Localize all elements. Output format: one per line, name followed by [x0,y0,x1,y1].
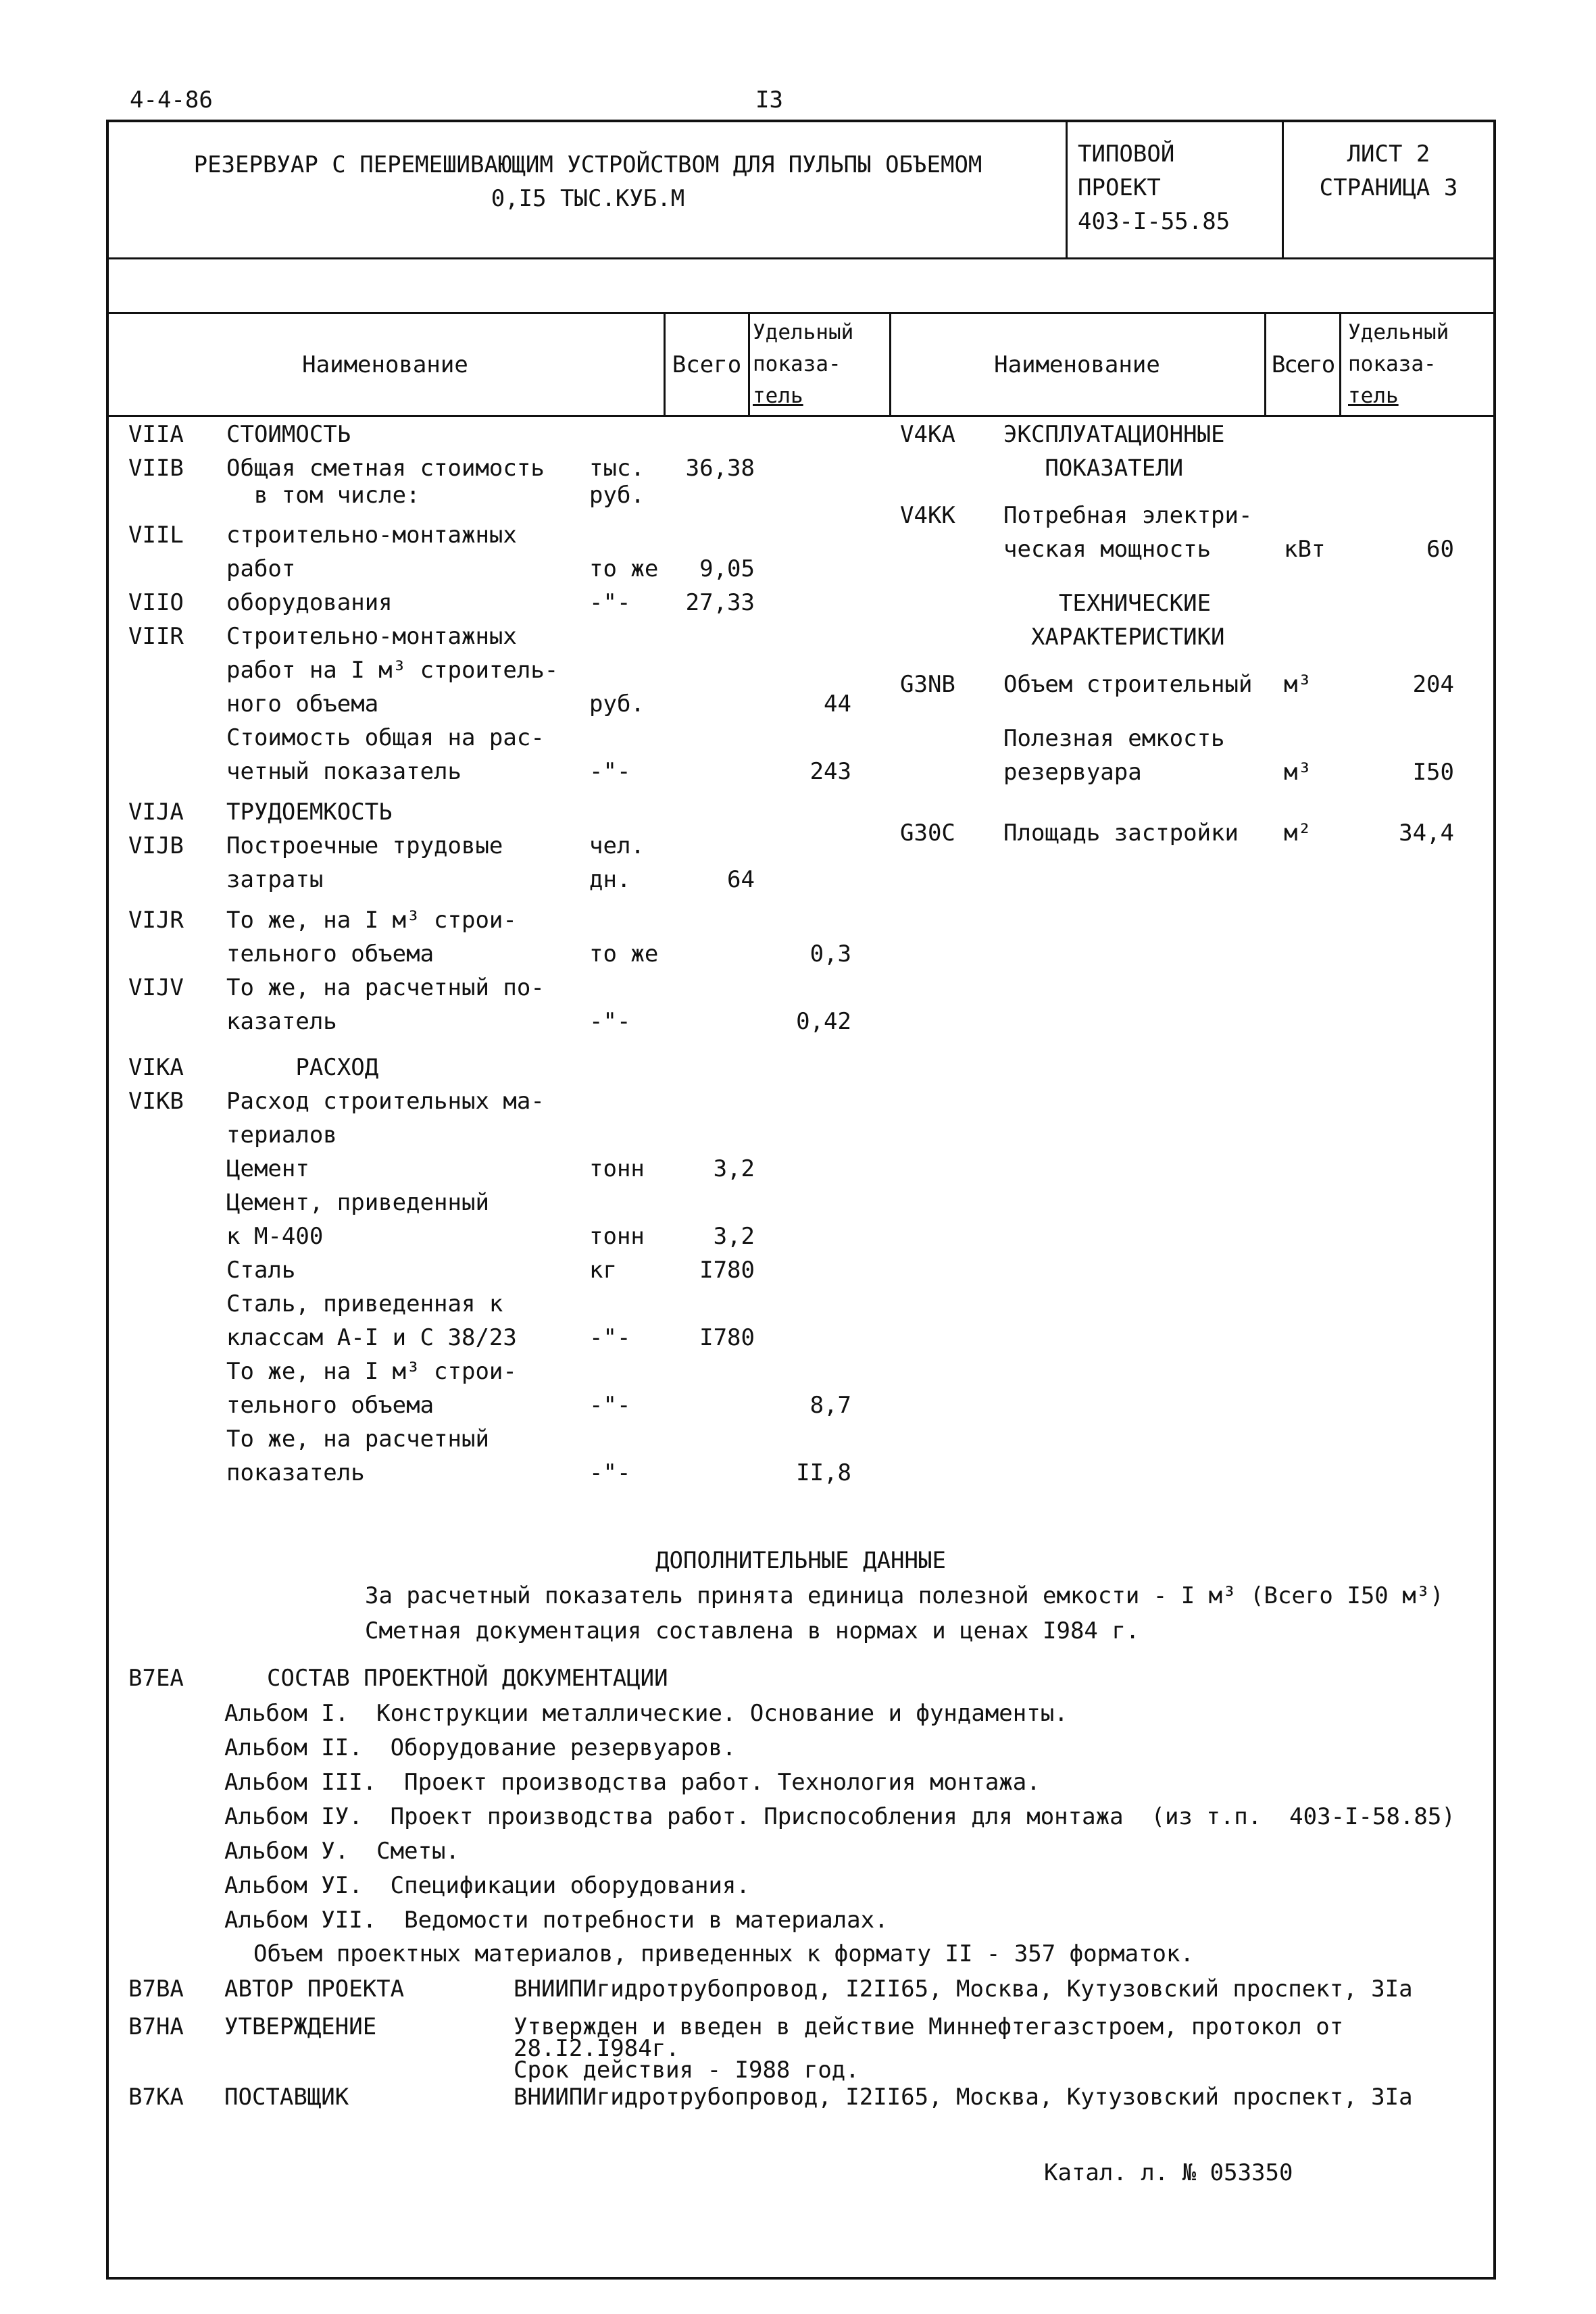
additional-line-2: Сметная документация составлена в нормах и ценах I984 г. [365,1617,1140,1644]
row-name: Цемент, приведенный [226,1189,489,1216]
page-number: I3 [755,86,783,114]
additional-line-1: За расчетный показатель принята единица полезной емкости - I м³ (Всего I50 м³) [365,1582,1444,1609]
row-name: ХАРАКТЕРИСТИКИ [1003,624,1225,651]
row-name: териалов [226,1122,337,1149]
col-header-total-left: Всего [672,351,742,378]
row-unit: кВт [1284,536,1326,563]
row-name: То же, на расчетный [226,1426,489,1453]
header-bottom [106,257,1495,259]
row-name: работ на I м³ строитель- [226,657,559,684]
row-code: VIIA [128,421,184,448]
col-header-name-left: Наименование [302,351,468,378]
meta-line: Утвержден и введен в действие Миннефтегазстроем, протокол от [514,2013,1344,2040]
col-div-5 [1339,312,1341,415]
album-item: Альбом I. Конструкции металлические. Основание и фундаменты. [224,1700,1068,1727]
row-name: Потребная электри- [1003,502,1253,529]
row-code: VIJV [128,974,184,1001]
row-unit: дн. [589,866,631,893]
row-name: Построечные трудовые [226,832,503,859]
row-name: четный показатель [226,758,462,785]
row-name: То же, на расчетный по- [226,974,545,1001]
album-item: Альбом II. Оборудование резервуаров. [224,1734,737,1761]
row-spec: II,8 [796,1459,851,1486]
row-unit: -"- [589,589,631,616]
meta-code: B7BA [128,1976,184,2003]
row-name: Сталь, приведенная к [226,1290,503,1317]
row-name: Цемент [226,1155,309,1182]
row-code: VIIO [128,589,184,616]
row-unit: м² [1284,820,1312,847]
col-header-spec-right-3: тель [1348,384,1399,408]
meta-label: ПОСТАВЩИК [224,2084,349,2111]
col-div-2 [748,312,750,415]
row-name: показатель [226,1459,365,1486]
row-name: в том числе: [226,482,420,509]
row-name: резервуара [1003,759,1142,786]
row-unit: м³ [1284,759,1312,786]
col-header-spec-left-2: показа- [753,352,841,376]
header-project-1: ТИПОВОЙ [1078,141,1175,168]
row-code: VIKB [128,1088,184,1115]
row-spec: I50 [1412,759,1454,786]
row-name: ТЕХНИЧЕСКИЕ [1003,590,1212,617]
table-header-bottom [106,415,1495,417]
row-name: строительно-монтажных [226,522,517,549]
row-name: Площадь застройки [1003,820,1239,847]
additional-heading: ДОПОЛНИТЕЛЬНЫЕ ДАННЫЕ [655,1547,946,1574]
row-spec: 0,42 [796,1008,851,1035]
col-header-spec-left-3: тель [753,384,803,408]
frame-left [106,120,109,2278]
row-unit: м³ [1284,671,1312,698]
header-sheet: ЛИСТ 2 [1347,141,1430,168]
row-name: Сталь [226,1257,296,1284]
catalog-number: Катал. л. № 053350 [1044,2159,1293,2186]
row-spec: 8,7 [809,1392,851,1419]
row-name: ческая мощность [1003,536,1212,563]
meta-line: ВНИИПИгидротрубопровод, I2II65, Москва, Кутузовский проспект, 3Iа [514,1976,1413,2003]
row-total: I780 [699,1257,755,1284]
row-name: Общая сметная стоимость [226,455,545,482]
doc-code: 4-4-86 [130,86,213,114]
row-name: тельного объема [226,1392,434,1419]
album-item: Альбом У. Сметы. [224,1838,459,1865]
frame-top [106,120,1495,122]
row-total: 9,05 [699,555,755,582]
row-code: VIJR [128,907,184,934]
row-code: VIIR [128,623,184,650]
col-header-spec-right-1: Удельный [1348,320,1449,345]
composition-volume: Объем проектных материалов, приведенных к формату II - 357 форматок. [253,1940,1194,1967]
row-unit: тонн [589,1155,645,1182]
row-total: 3,2 [713,1155,755,1182]
row-total: 27,33 [685,589,755,616]
row-name: оборудования [226,589,393,616]
meta-code: B7KA [128,2084,184,2111]
row-code: V4KA [900,421,955,448]
col-header-spec-left-1: Удельный [753,320,854,345]
row-name: затраты [226,866,324,893]
row-unit: -"- [589,1008,631,1035]
album-item: Альбом III. Проект производства работ. Технология монтажа. [224,1769,1041,1796]
col-header-total-right: Всего [1271,351,1335,378]
header-title-2: 0,I5 ТЫС.КУБ.М [491,185,685,212]
row-unit: то же [589,940,659,967]
row-code: VIKA [128,1054,184,1081]
row-name: ТРУДОЕМКОСТЬ [226,799,393,826]
row-spec: 60 [1426,536,1454,563]
col-header-name-right: Наименование [994,351,1160,378]
row-name: работ [226,555,296,582]
row-name: Стоимость общая на рас- [226,724,545,751]
album-item: Альбом IУ. Проект производства работ. Приспособления для монтажа (из т.п. 403-I-58.85) [224,1803,1455,1830]
header-title-1: РЕЗЕРВУАР С ПЕРЕМЕШИВАЮЩИМ УСТРОЙСТВОМ ДЛЯ ПУЛЬПЫ ОБЪЕМОМ [193,151,982,178]
row-unit: тонн [589,1223,645,1250]
row-name: ного объема [226,690,379,718]
meta-label: АВТОР ПРОЕКТА [224,1976,405,2003]
album-item: Альбом УII. Ведомости потребности в материалах. [224,1907,889,1934]
row-total: I780 [699,1324,755,1351]
header-project-3: 403-I-55.85 [1078,208,1230,235]
row-unit: тыс. [589,455,645,482]
row-name: То же, на I м³ строи- [226,1358,517,1385]
row-name: То же, на I м³ строи- [226,907,517,934]
row-total: 3,2 [713,1223,755,1250]
row-unit: руб. [589,482,645,509]
album-item: Альбом УI. Спецификации оборудования. [224,1872,750,1899]
row-code: VIJB [128,832,184,859]
row-name: ПОКАЗАТЕЛИ [1003,455,1184,482]
composition-code: B7EA [128,1665,184,1692]
meta-line: 28.I2.I984г. [514,2035,680,2062]
meta-line: Срок действия - I988 год. [514,2057,859,2084]
header-page: СТРАНИЦА 3 [1319,174,1458,201]
row-code: G3NB [900,671,955,698]
row-code: VIJA [128,799,184,826]
row-name: казатель [226,1008,337,1035]
row-name: Полезная емкость [1003,725,1225,752]
row-code: VIIL [128,522,184,549]
row-name: тельного объема [226,940,434,967]
header-project-2: ПРОЕКТ [1078,174,1161,201]
meta-code: B7HA [128,2013,184,2040]
row-unit: руб. [589,690,645,718]
row-unit: -"- [589,1392,631,1419]
row-name: СТОИМОСТЬ [226,421,351,448]
row-name: Расход строительных ма- [226,1088,545,1115]
row-spec: 34,4 [1399,820,1454,847]
row-unit: кг [589,1257,617,1284]
row-name: РАСХОД [226,1054,379,1081]
row-name: к М-400 [226,1223,324,1250]
row-spec: 204 [1412,671,1454,698]
row-name: Строительно-монтажных [226,623,517,650]
row-unit: -"- [589,758,631,785]
row-total: 36,38 [685,455,755,482]
meta-label: УТВЕРЖДЕНИЕ [224,2013,377,2040]
row-name: Объем строительный [1003,671,1253,698]
meta-line: ВНИИПИгидротрубопровод, I2II65, Москва, Кутузовский проспект, 3Iа [514,2084,1413,2111]
row-spec: 0,3 [809,940,851,967]
header-divider-1 [1066,120,1068,259]
col-header-spec-right-2: показа- [1348,352,1437,376]
row-spec: 243 [809,758,851,785]
frame-right [1493,120,1496,2278]
row-spec: 44 [824,690,851,718]
composition-heading: СОСТАВ ПРОЕКТНОЙ ДОКУМЕНТАЦИИ [267,1665,668,1692]
row-code: V4KK [900,502,955,529]
row-unit: -"- [589,1459,631,1486]
row-name: классам А-I и С 38/23 [226,1324,517,1351]
row-total: 64 [727,866,755,893]
row-unit: чел. [589,832,645,859]
row-unit: то же [589,555,659,582]
row-code: G30C [900,820,955,847]
row-code: VIIB [128,455,184,482]
row-name: ЭКСПЛУАТАЦИОННЫЕ [1003,421,1225,448]
band-bottom [106,312,1495,314]
row-unit: -"- [589,1324,631,1351]
frame-bottom [106,2277,1496,2280]
